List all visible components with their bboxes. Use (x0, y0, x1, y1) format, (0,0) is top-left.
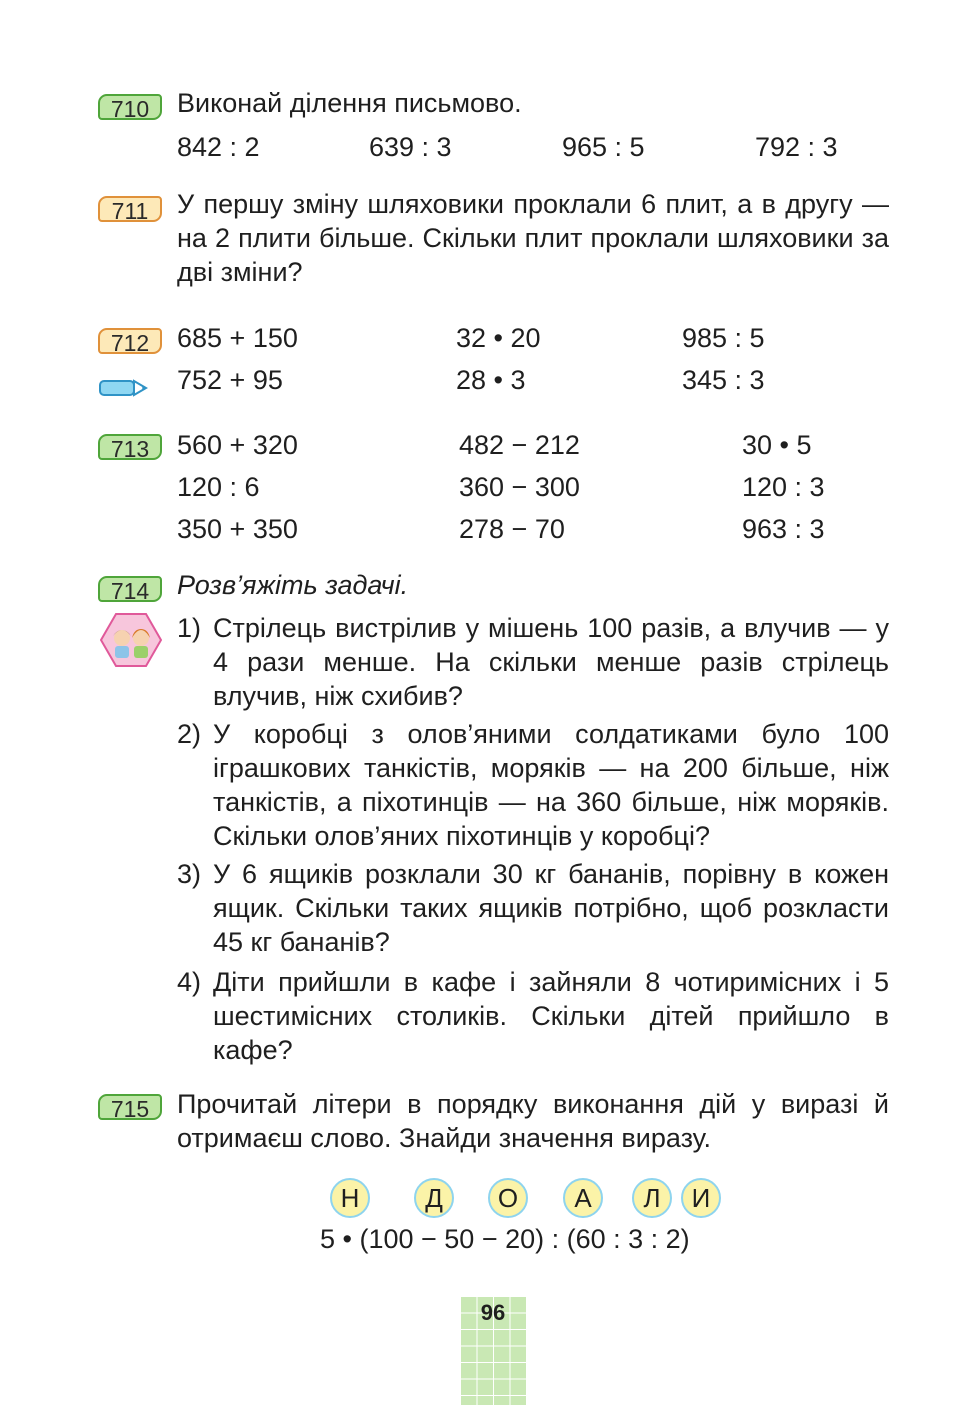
letter-circle: Д (414, 1178, 454, 1218)
task-713-item: 350 + 350 (177, 514, 298, 544)
task-713-item: 30 • 5 (742, 430, 812, 460)
task-715-expression: 5 • (100 − 50 − 20) : (60 : 3 : 2) (320, 1224, 690, 1254)
item-text: У коробці з олов’яними солдатиками було 100 іграшкових танкістів, моряків — на 200 більше, ніж танкістів, а піхотинців — на 360 більше, ніж моряків. Скільки олов’яних піхотинців у коробці? (213, 719, 889, 851)
task-710-item: 792 : 3 (755, 132, 838, 162)
page-number: 96 (480, 1300, 506, 1325)
task-713-item: 360 − 300 (459, 472, 580, 502)
task-713-item: 120 : 6 (177, 472, 260, 502)
task-713-item: 560 + 320 (177, 430, 298, 460)
task-714-item-2 (177, 717, 889, 853)
letter-circle: О (488, 1178, 528, 1218)
letter-circle: Л (632, 1178, 672, 1218)
task-number-710: 710 (98, 94, 162, 120)
letter-circle: И (681, 1178, 721, 1218)
task-712-item: 685 + 150 (177, 323, 298, 353)
task-712-item: 345 : 3 (682, 365, 765, 395)
task-number-715: 715 (98, 1094, 162, 1120)
task-714-heading: Розв’яжіть задачі. (177, 570, 409, 600)
task-712-item: 752 + 95 (177, 365, 283, 395)
task-713-item: 120 : 3 (742, 472, 825, 502)
pencil-icon (98, 377, 148, 399)
letter-circle: Н (330, 1178, 370, 1218)
task-number-711: 711 (98, 196, 162, 222)
task-712-item: 28 • 3 (456, 365, 526, 395)
item-text: Стрілець вистрілив у мішень 100 разів, а влучив — у 4 рази менше. На скільки менше разів стрілець влучив, ніж схибив? (213, 613, 889, 711)
task-710-item: 639 : 3 (369, 132, 452, 162)
item-number: 1) (177, 613, 202, 643)
task-713-item: 278 − 70 (459, 514, 565, 544)
task-712-item: 985 : 5 (682, 323, 765, 353)
item-number: 2) (177, 719, 202, 749)
item-number: 3) (177, 859, 202, 889)
task-710-item: 965 : 5 (562, 132, 645, 162)
task-713-item: 482 − 212 (459, 430, 580, 460)
task-714-item-4 (177, 965, 889, 1067)
children-icon (100, 612, 162, 668)
task-714-item-1 (177, 611, 889, 713)
task-714-item-3 (177, 857, 889, 959)
task-number-713: 713 (98, 434, 162, 460)
letter-circle: А (563, 1178, 603, 1218)
task-number-714: 714 (98, 576, 162, 602)
task-711-text: У першу зміну шляховики проклали 6 плит, а в другу — на 2 плити більше. Скільки плит проклали шляховики за дві зміни? (177, 189, 889, 287)
task-715-text: Прочитай літери в порядку виконання дій у виразі й отримаєш слово. Знайди значення виразу. (177, 1089, 889, 1153)
item-text: Діти прийшли в кафе і зайняли 8 чотиримісних і 5 шестимісних столиків. Скільки дітей прийшло в кафе? (213, 967, 889, 1065)
task-710-item: 842 : 2 (177, 132, 260, 162)
task-number-712: 712 (98, 328, 162, 354)
item-number: 4) (177, 967, 202, 997)
item-text: У 6 ящиків розклали 30 кг бананів, порівну в кожен ящик. Скільки таких ящиків потрібно, щоб розкласти 45 кг бананів? (213, 859, 889, 957)
task-713-item: 963 : 3 (742, 514, 825, 544)
task-710-prompt: Виконай ділення письмово. (177, 88, 522, 118)
task-712-item: 32 • 20 (456, 323, 541, 353)
